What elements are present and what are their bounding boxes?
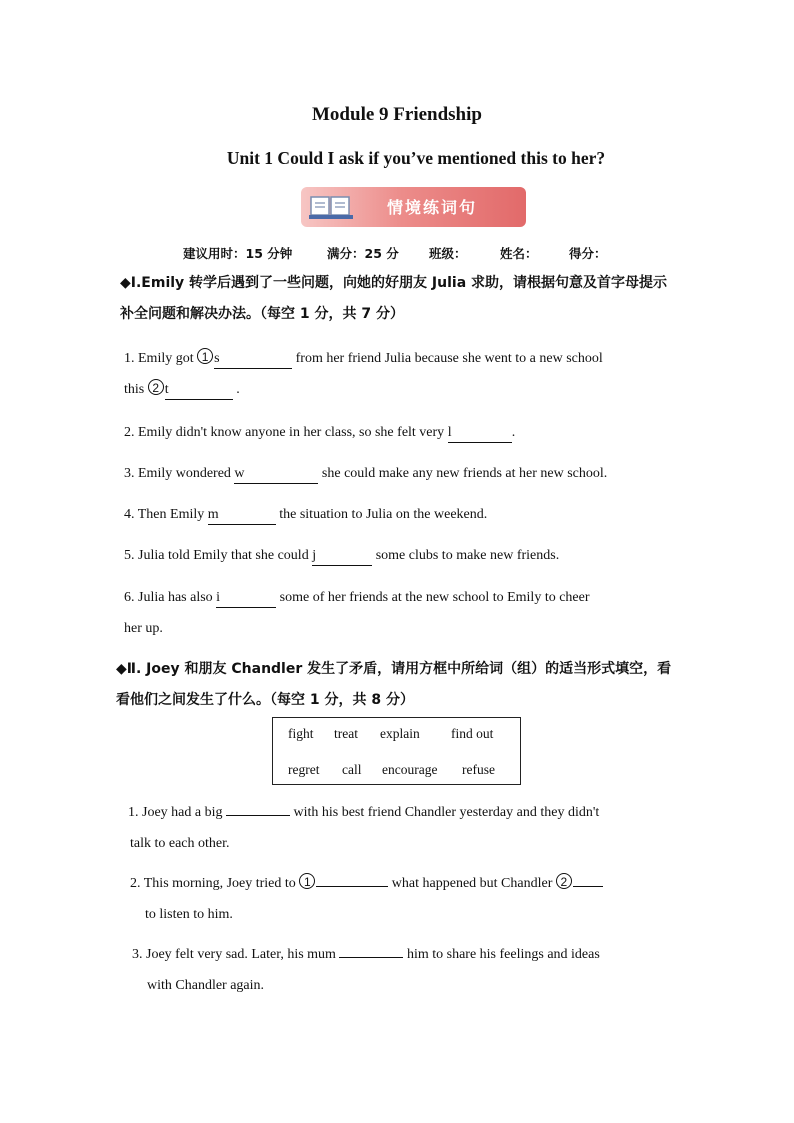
circled-number: 2 xyxy=(556,873,572,889)
section-banner xyxy=(301,187,526,227)
answer-blank[interactable]: i xyxy=(216,590,276,608)
answer-blank[interactable]: j xyxy=(312,548,372,566)
word-option: regret xyxy=(288,762,320,777)
circled-number: 1 xyxy=(299,873,315,889)
section-1-heading: ◆I.Emily 转学后遇到了一些问题，向她的好朋友 Julia 求助，请根据句意及首字母提示补全问题和解决办法。（每空 1 分，共 7 分） xyxy=(120,275,668,322)
question-6-line-1: 6. Julia has also i some of her friends at the new school to Emily to cheer xyxy=(124,582,684,613)
word-option: explain xyxy=(380,726,420,741)
answer-blank[interactable]: s xyxy=(214,351,292,369)
page-title: Module 9 Friendship xyxy=(312,104,482,125)
question-4: 4. Then Emily m the situation to Julia on the weekend. xyxy=(124,499,684,530)
word-option: call xyxy=(342,762,362,777)
section-2-question-1-line-1: 1. Joey had a big with his best friend Chandler yesterday and they didn't xyxy=(128,797,688,828)
banner-label: 情境练词句 xyxy=(387,198,478,217)
section-2-question-3-line-1: 3. Joey felt very sad. Later, his mum him to share his feelings and ideas xyxy=(132,939,692,970)
got-label: 得分： xyxy=(569,246,607,261)
answer-blank[interactable]: m xyxy=(208,507,276,525)
question-5: 5. Julia told Emily that she could j some clubs to make new friends. xyxy=(124,540,684,571)
section-2-heading: ◆Ⅱ. Joey 和朋友 Chandler 发生了矛盾，请用方框中所给词（组）的适当形式填空，看看他们之间发生了什么。（每空 1 分，共 8 分） xyxy=(116,661,672,708)
answer-blank[interactable] xyxy=(573,869,603,887)
word-option: encourage xyxy=(382,762,438,777)
word-option: treat xyxy=(334,726,358,741)
question-6-line-2: her up. xyxy=(124,621,163,636)
question-2: 2. Emily didn't know anyone in her class, so she felt very l . xyxy=(124,417,684,448)
answer-blank[interactable]: t xyxy=(165,382,233,400)
section-2-question-2-line-2: to listen to him. xyxy=(145,907,233,922)
time-label: 建议用时：15 分钟 xyxy=(183,246,293,261)
page-subtitle: Unit 1 Could I ask if you’ve mentioned this to her? xyxy=(226,148,606,168)
word-box xyxy=(272,717,521,785)
word-option: find out xyxy=(451,726,494,741)
question-3: 3. Emily wondered w she could make any new friends at her new school. xyxy=(124,458,684,489)
class-label: 班级： xyxy=(429,246,467,261)
answer-blank[interactable]: w xyxy=(234,466,318,484)
answer-blank[interactable]: l xyxy=(448,425,512,443)
section-2-question-3-line-2: with Chandler again. xyxy=(147,978,265,993)
circled-number: 1 xyxy=(197,348,213,364)
score-label: 满分：25 分 xyxy=(327,246,399,261)
word-option: fight xyxy=(288,726,314,741)
question-1-line-2: this 2 t . xyxy=(124,374,684,405)
answer-blank[interactable] xyxy=(226,798,290,816)
circled-number: 2 xyxy=(148,379,164,395)
question-1-line-1: 1. Emily got 1 s from her friend Julia because she went to a new school xyxy=(124,343,684,374)
section-2-question-1-line-2: talk to each other. xyxy=(130,836,230,851)
book-icon xyxy=(309,193,353,221)
section-2-question-2-line-1: 2. This morning, Joey tried to 1 what happened but Chandler 2 xyxy=(130,868,690,899)
name-label: 姓名： xyxy=(500,246,538,261)
word-option: refuse xyxy=(462,762,495,777)
answer-blank[interactable] xyxy=(339,940,403,958)
answer-blank[interactable] xyxy=(316,869,388,887)
